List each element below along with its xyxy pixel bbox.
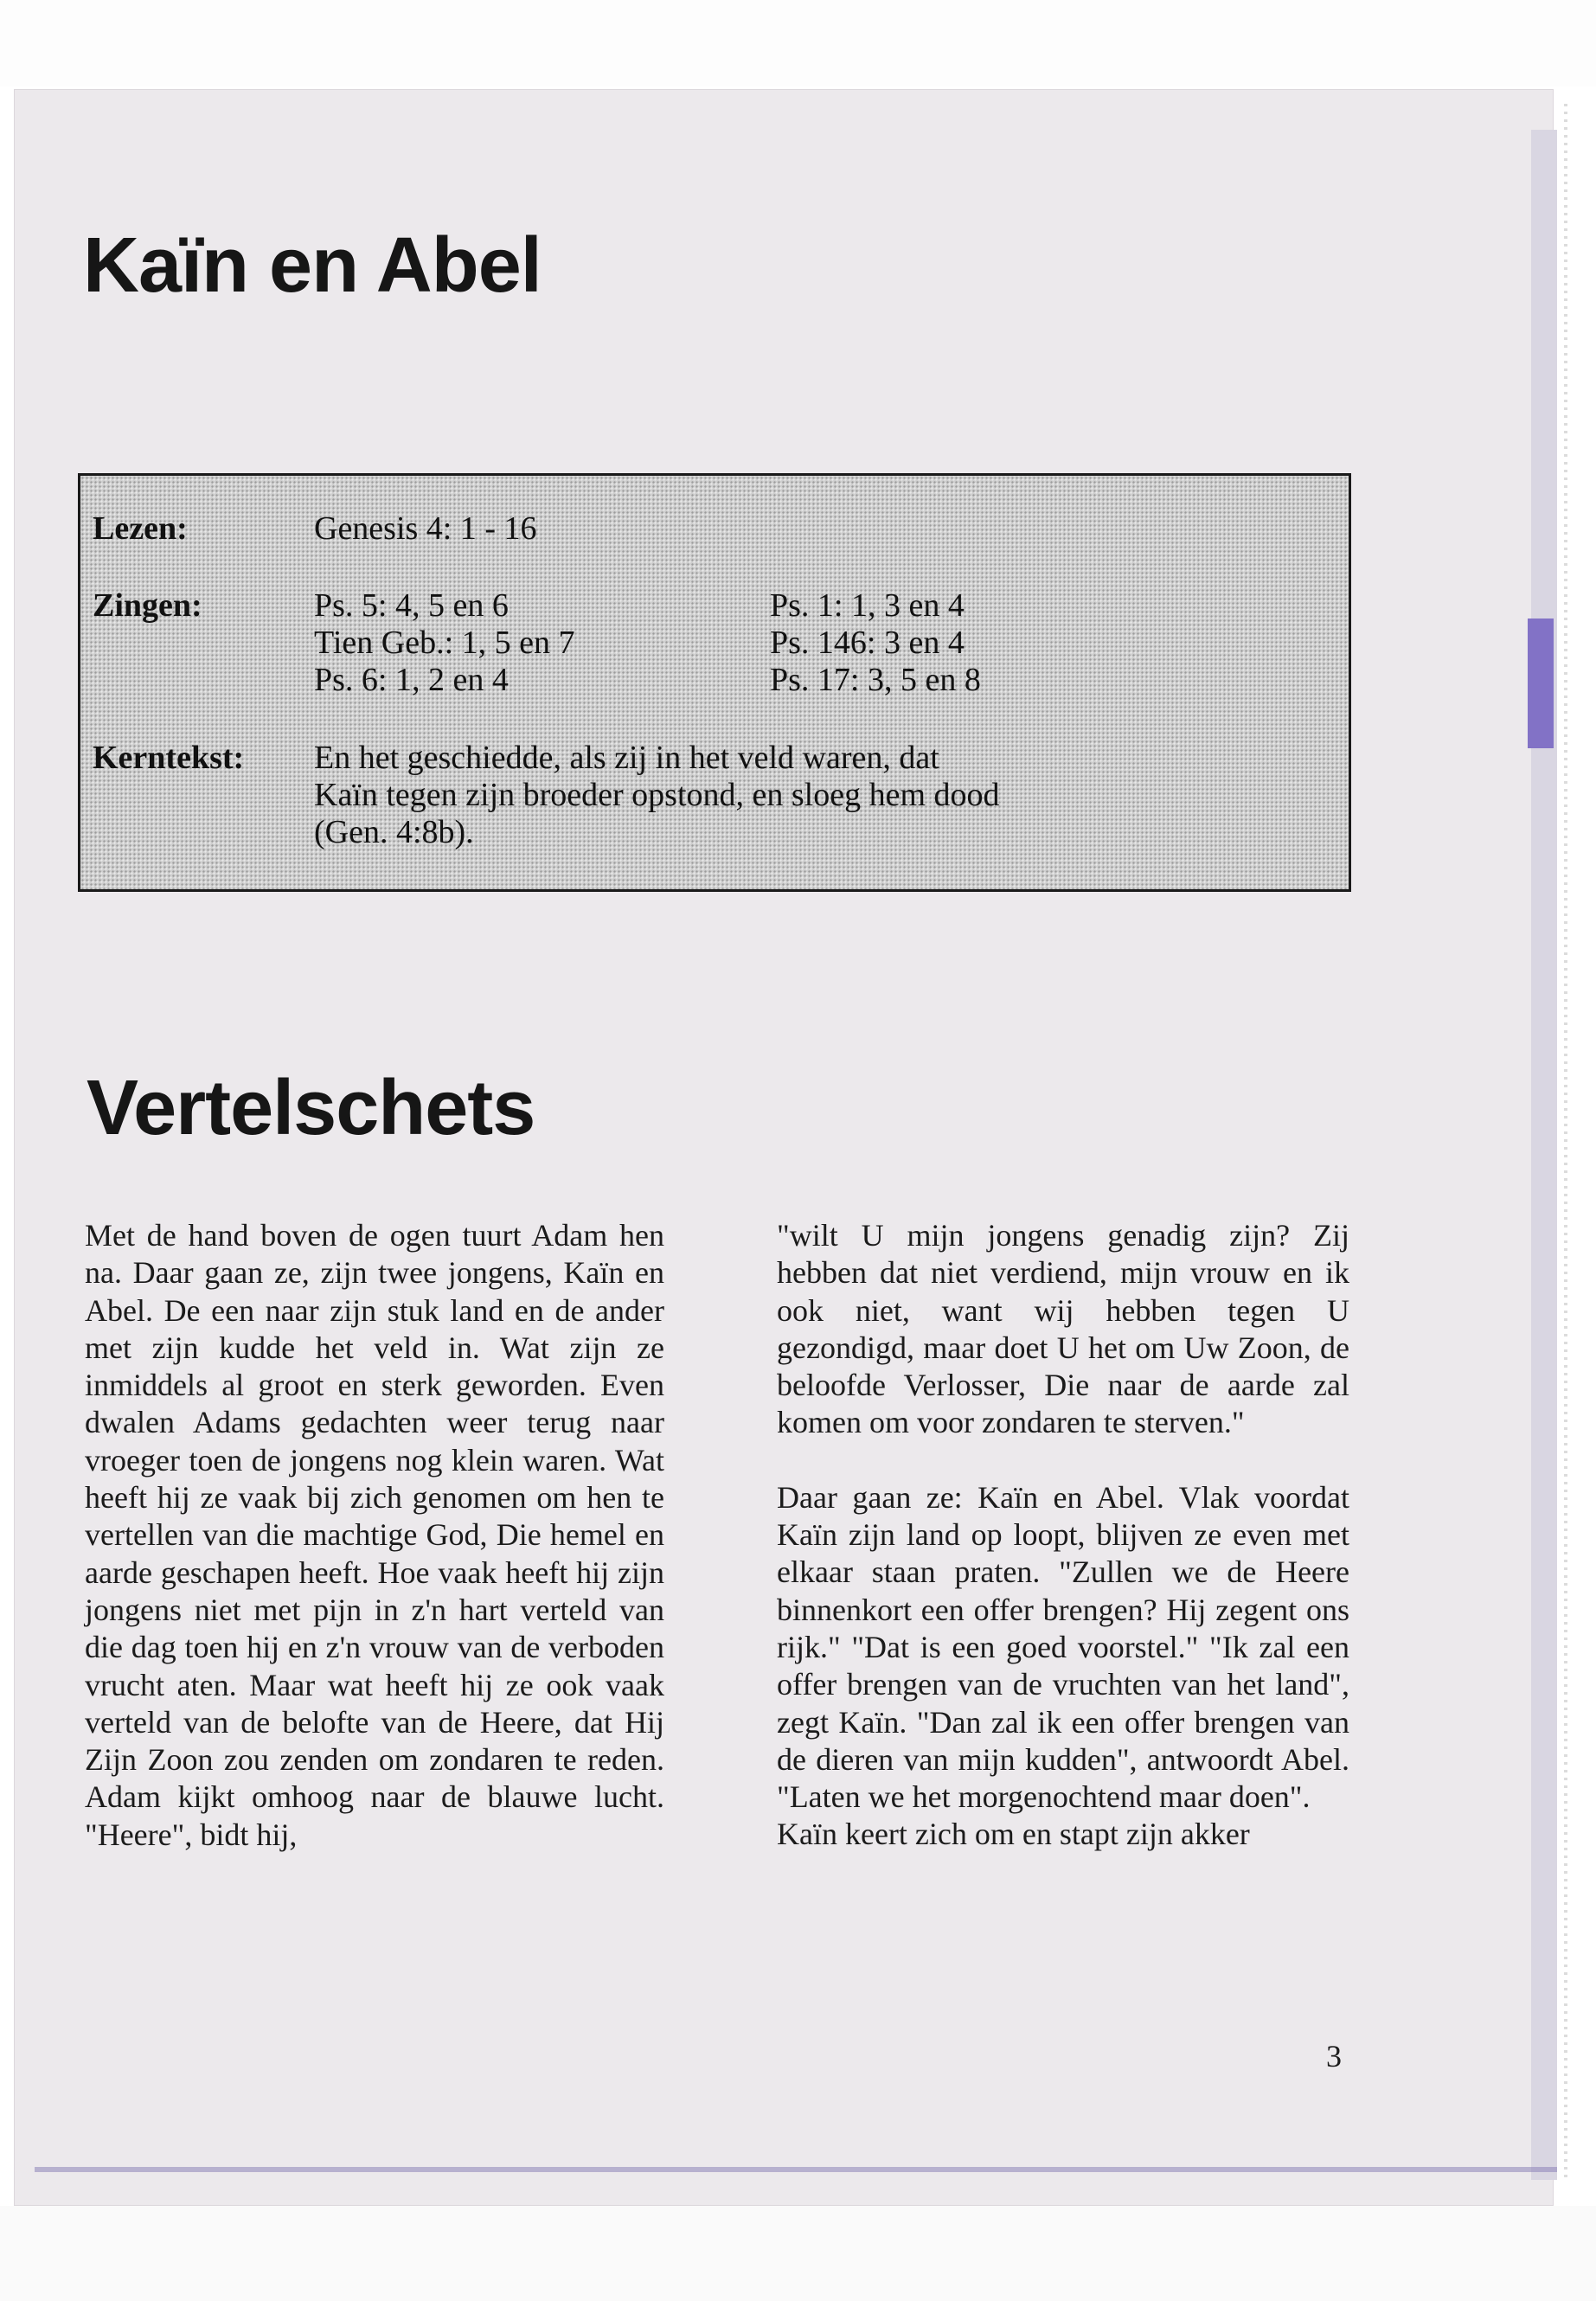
zingen-label: Zingen: — [93, 587, 202, 624]
kerntekst-line: Kaïn tegen zijn broeder opstond, en sloeg hem dood — [314, 777, 1000, 813]
kerntekst-quote — [314, 740, 1326, 851]
zingen-list-right — [770, 587, 981, 699]
zingen-item: Ps. 146: 3 en 4 — [770, 625, 965, 661]
page-edge-strip — [1531, 130, 1557, 2180]
kerntekst-label: Kerntekst: — [93, 740, 245, 776]
story-column-left — [85, 1217, 664, 1854]
zingen-list-left — [314, 587, 575, 699]
zingen-item: Ps. 1: 1, 3 en 4 — [770, 587, 965, 624]
page-number: 3 — [1326, 2039, 1342, 2073]
scan-edge-speckle — [1564, 104, 1567, 2180]
story-paragraph: Met de hand boven de ogen tuurt Adam hen na. Daar gaan ze, zijn twee jongens, Kaïn en Abel. De een naar zijn stuk land en de ander met zijn kudde het veld in. Wat zijn ze inmiddels al groot en sterk geworden. Even dwalen Adams gedachten weer terug naar vroeger toen de jongens nog klein waren. Wat heeft hij ze vaak bij zich genomen om hen te vertellen van die machtige God, Die hemel en aarde geschapen heeft. Hoe vaak heeft hij zijn jongens niet met pijn in z'n hart verteld van die dag toen hij en z'n vrouw van de verboden vrucht aten. Maar wat heeft hij ze ook vaak verteld van de belofte van de Heere, dat Hij Zijn Zoon zou zenden om zondaren te reden. Adam kijkt omhoog naar de blauwe lucht. "Heere", bidt hij, — [85, 1218, 664, 1852]
lezen-label: Lezen: — [93, 510, 188, 547]
lezen-value: Genesis 4: 1 - 16 — [314, 510, 537, 547]
story-paragraph: "wilt U mijn jongens genadig zijn? Zij hebben dat niet verdiend, mijn vrouw en ik ook niet, want wij hebben tegen U gezondigd, maar doet U het om Uw Zoon, de beloofde Verlosser, Die naar de aarde zal komen om voor zondaren te sterven." — [777, 1218, 1349, 1440]
kerntekst-line: En het geschiedde, als zij in het veld waren, dat — [314, 740, 939, 776]
page-title: Kaïn en Abel — [83, 222, 542, 309]
zingen-item: Ps. 6: 1, 2 en 4 — [314, 662, 509, 698]
section-title: Vertelschets — [87, 1065, 535, 1151]
story-column-right — [777, 1217, 1349, 1854]
kerntekst-line: (Gen. 4:8b). — [314, 814, 474, 850]
scan-margin-top — [0, 0, 1596, 87]
page-edge-accent — [1528, 619, 1554, 748]
reading-info-box — [78, 473, 1351, 892]
story-paragraph: Daar gaan ze: Kaïn en Abel. Vlak voordat Kaïn zijn land op loopt, blijven ze even met elkaar staan praten. "Zullen we de Heere binnenkort een offer brengen? Hij zegent ons rijk." "Dat is een goed voorstel." "Ik zal een offer brengen van de vruchten van het land", zegt Kaïn. "Dan zal ik een offer brengen van de dieren van mijn kudden", antwoordt Abel. "Laten we het morgenochtend maar doen". — [777, 1479, 1349, 1815]
zingen-item: Tien Geb.: 1, 5 en 7 — [314, 625, 575, 661]
page-bottom-edge — [35, 2167, 1557, 2172]
zingen-item: Ps. 5: 4, 5 en 6 — [314, 587, 509, 624]
zingen-item: Ps. 17: 3, 5 en 8 — [770, 662, 981, 698]
story-paragraph: Kaïn keert zich om en stapt zijn akker — [777, 1817, 1250, 1852]
scan-margin-bottom — [0, 2206, 1596, 2301]
